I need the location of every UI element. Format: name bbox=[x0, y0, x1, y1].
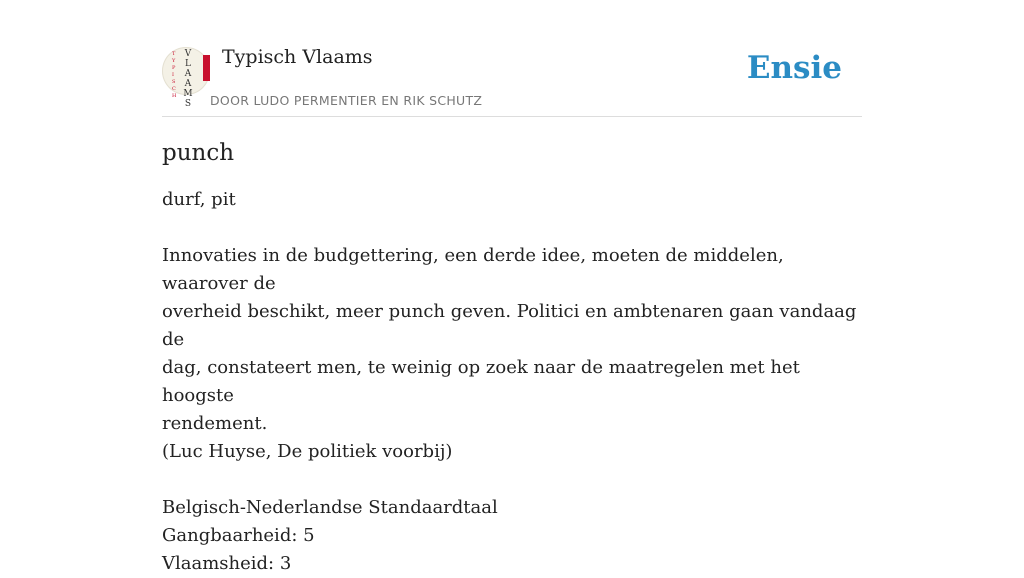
spacer bbox=[162, 466, 862, 494]
logo-accent-letters: T Y P I S C H bbox=[172, 51, 177, 99]
spacer bbox=[162, 214, 862, 242]
example-line: dag, constateert men, te weinig op zoek naar de maatregelen met het hoogste bbox=[162, 357, 800, 406]
book-cover-logo[interactable] bbox=[162, 47, 210, 109]
entry-language: Belgisch-Nederlandse Standaardtaal bbox=[162, 497, 498, 518]
entry-word: punch bbox=[162, 140, 235, 166]
entry-definition: durf, pit bbox=[162, 189, 236, 210]
entry-content bbox=[162, 186, 862, 578]
entry-gangbaarheid: Gangbaarheid: 5 bbox=[162, 525, 315, 546]
header bbox=[162, 44, 862, 117]
logo-letters: V L A A M S bbox=[183, 49, 193, 109]
byline: DOOR LUDO PERMENTIER EN RIK SCHUTZ bbox=[210, 93, 483, 108]
brand-logo[interactable]: Ensie bbox=[746, 50, 842, 86]
site-title[interactable]: Typisch Vlaams bbox=[222, 46, 373, 68]
logo-red-bar bbox=[203, 55, 210, 81]
entry-card bbox=[162, 44, 862, 578]
example-source: (Luc Huyse, De politiek voorbij) bbox=[162, 441, 453, 462]
example-line: Innovaties in de budgettering, een derde idee, moeten de middelen, waarover de bbox=[162, 245, 784, 294]
example-line: overheid beschikt, meer punch geven. Politici en ambtenaren gaan vandaag de bbox=[162, 301, 857, 350]
entry-vlaamsheid: Vlaamsheid: 3 bbox=[162, 553, 292, 574]
example-line: rendement. bbox=[162, 413, 268, 434]
